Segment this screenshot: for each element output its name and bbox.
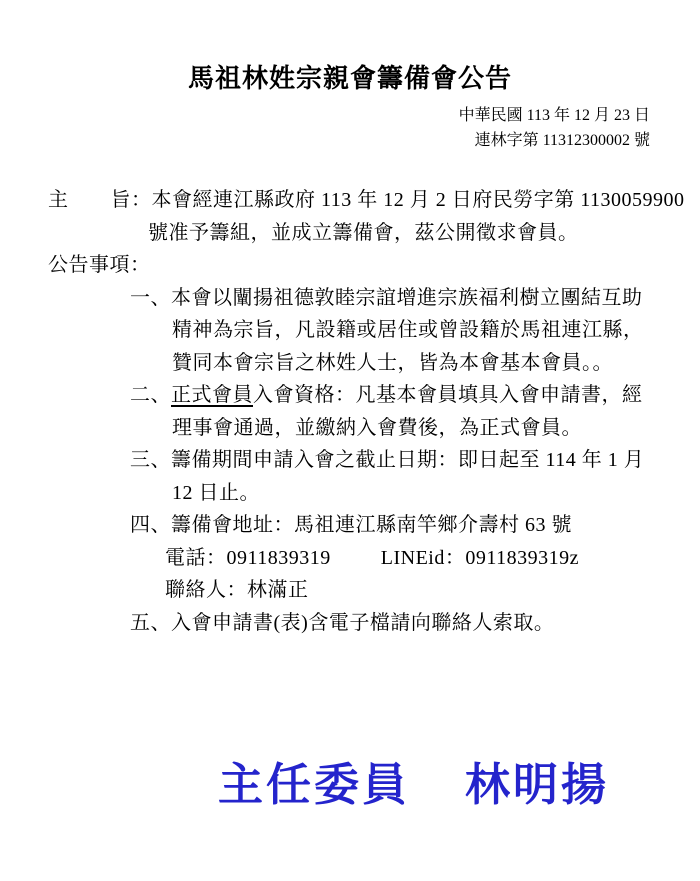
item-1-text-1: 本會以闡揚祖德敦睦宗誼增進宗族福利樹立團結互助 [171, 286, 643, 309]
subject-label-second-char: 旨： [110, 189, 152, 211]
item-4-text-1: 籌備會地址：馬祖連江縣南竿鄉介壽村 63 號 [171, 514, 572, 536]
subject-text-1: 本會經連江縣政府 113 年 12 月 2 日府民勞字第 1130059900 [151, 189, 685, 211]
item-1-number: 一、 [130, 286, 171, 309]
subject-line-2: 號准予籌組，並成立籌備會，茲公開徵求會員。 [148, 221, 579, 244]
item-3-number: 三、 [130, 449, 171, 471]
item-2-underlined-term: 正式會員 [171, 384, 253, 406]
signature-role: 主任委員 [218, 760, 411, 810]
item-2-number: 二、 [130, 384, 171, 406]
announcement-body [0, 184, 700, 639]
item-1-line-1 [0, 282, 700, 315]
item-3-line-1 [0, 444, 700, 477]
item-4-phone-line [0, 542, 700, 575]
item-5-text-1: 入會申請書(表)含電子檔請向聯絡人索取。 [171, 611, 555, 634]
item-1-line-2: 精神為宗旨，凡設籍或居住或曾設籍於馬祖連江縣， [172, 319, 644, 341]
section-heading: 公告事項： [48, 254, 151, 276]
item-1-line-3: 贊同本會宗旨之林姓人士，皆為本會基本會員。。 [172, 351, 613, 374]
doc-ref-number: 連林字第 11312300002 號 [474, 132, 650, 149]
subject-line-1 [0, 184, 700, 217]
item-2-line-2: 理事會通過，並繳納入會費後，為正式會員。 [172, 416, 582, 439]
doc-date: 中華民國 113 年 12 月 23 日 [458, 107, 650, 124]
item-2-text-1: 入會資格：凡基本會員填具入會申請書，經 [253, 384, 643, 406]
item-3-line-2: 12 日止。 [172, 481, 260, 504]
page-title: 馬祖林姓宗親會籌備會公告 [187, 64, 512, 93]
item-2-line-1 [0, 379, 700, 412]
item-3-text-1: 籌備期間申請入會之截止日期：即日起至 114 年 1 月 [171, 449, 645, 471]
item-4-number: 四、 [130, 514, 171, 536]
item-4-contact-line: 聯絡人：林滿正 [165, 579, 309, 601]
doc-info-block [459, 103, 650, 153]
subject-label-first-char: 主 [48, 189, 69, 211]
signature-name: 林明揚 [465, 760, 610, 810]
signature-block [218, 748, 609, 813]
line-id-value: LINEid：0911839319z [380, 546, 579, 569]
item-5-line-1 [0, 607, 700, 640]
item-4-line-1 [0, 509, 700, 542]
phone-value: 電話：0911839319 [165, 546, 331, 569]
item-5-number: 五、 [130, 611, 171, 634]
